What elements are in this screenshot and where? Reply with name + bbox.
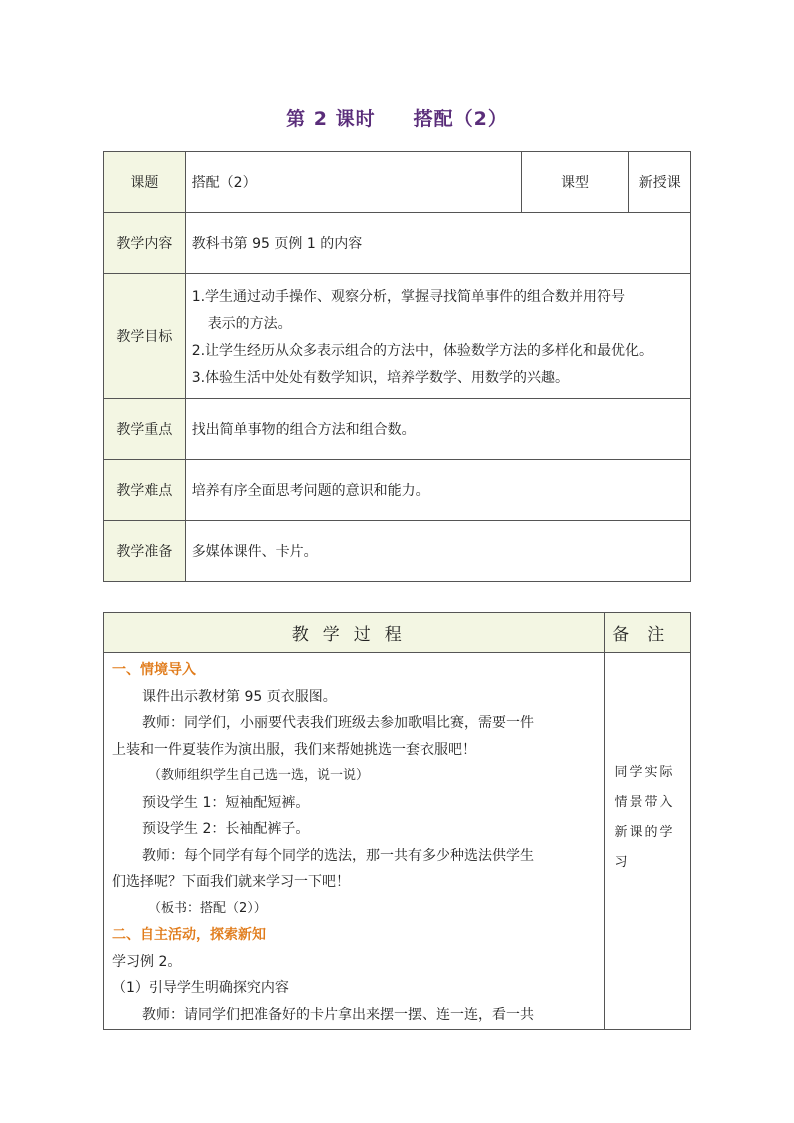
goal-item: 表示的方法。 (207, 316, 292, 332)
teaching-process-table (103, 612, 691, 1030)
content-label: 教学内容 (104, 213, 186, 274)
goal-item: 1.学生通过动手操作、观察分析，掌握寻找简单事件的组合数并用符号 (191, 289, 626, 305)
note-header: 备注 (604, 613, 690, 653)
process-line: （1）引导学生明确探究内容 (112, 980, 289, 996)
type-label: 课型 (521, 152, 629, 213)
topic-value: 搭配（2） (185, 152, 521, 213)
note-cell (604, 653, 690, 1030)
goal-label: 教学目标 (104, 274, 186, 399)
process-line: 们选择呢？下面我们就来学习一下吧！ (112, 874, 350, 890)
process-body (104, 653, 605, 1030)
key-value: 找出简单事物的组合方法和组合数。 (185, 399, 690, 460)
note-line: 习 (614, 855, 630, 870)
process-line: 预设学生 2：长袖配裤子。 (142, 821, 310, 837)
topic-label: 课题 (104, 152, 186, 213)
section-heading: 一、情境导入 (112, 662, 196, 678)
process-line: 课件出示教材第 95 页衣服图。 (142, 688, 337, 705)
process-line: （教师组织学生自己选一选，说一说） (148, 768, 370, 783)
goal-item: 2.让学生经历从众多表示组合的方法中，体验数学方法的多样化和最优化。 (191, 343, 654, 359)
goal-list (185, 274, 690, 399)
process-line: （板书：搭配（2）） (148, 900, 267, 916)
type-value: 新授课 (629, 152, 691, 213)
process-line: 教师：每个同学有每个同学的选法，那一共有多少种选法供学生 (142, 847, 534, 864)
process-line: 教师：同学们，小丽要代表我们班级去参加歌唱比赛，需要一件 (142, 715, 534, 731)
lesson-info-table (103, 151, 691, 582)
lesson-number: 第 2 课时 (286, 108, 376, 130)
difficulty-value: 培养有序全面思考问题的意识和能力。 (185, 460, 690, 521)
content-value: 教科书第 95 页例 1 的内容 (185, 213, 690, 274)
key-label: 教学重点 (104, 399, 186, 460)
prep-value: 多媒体课件、卡片。 (185, 521, 690, 582)
process-line: 上装和一件夏装作为演出服，我们来帮她挑选一套衣服吧！ (112, 741, 476, 758)
process-line: 教师：请同学们把准备好的卡片拿出来摆一摆、连一连，看一共 (142, 1006, 534, 1023)
page-title (0, 104, 794, 131)
process-header: 教学过程 (104, 613, 605, 653)
note-line: 新课的学 (614, 825, 675, 840)
process-line: 预设学生 1：短袖配短裤。 (142, 794, 310, 811)
lesson-topic: 搭配（2） (413, 108, 508, 130)
goal-item: 3.体验生活中处处有数学知识，培养学数学、用数学的兴趣。 (191, 370, 570, 386)
difficulty-label: 教学难点 (104, 460, 186, 521)
note-line: 情景带入 (614, 795, 675, 810)
prep-label: 教学准备 (104, 521, 186, 582)
process-line: 学习例 2。 (112, 953, 182, 970)
note-line: 同学实际 (614, 765, 675, 780)
section-heading: 二、自主活动，探索新知 (112, 927, 266, 943)
